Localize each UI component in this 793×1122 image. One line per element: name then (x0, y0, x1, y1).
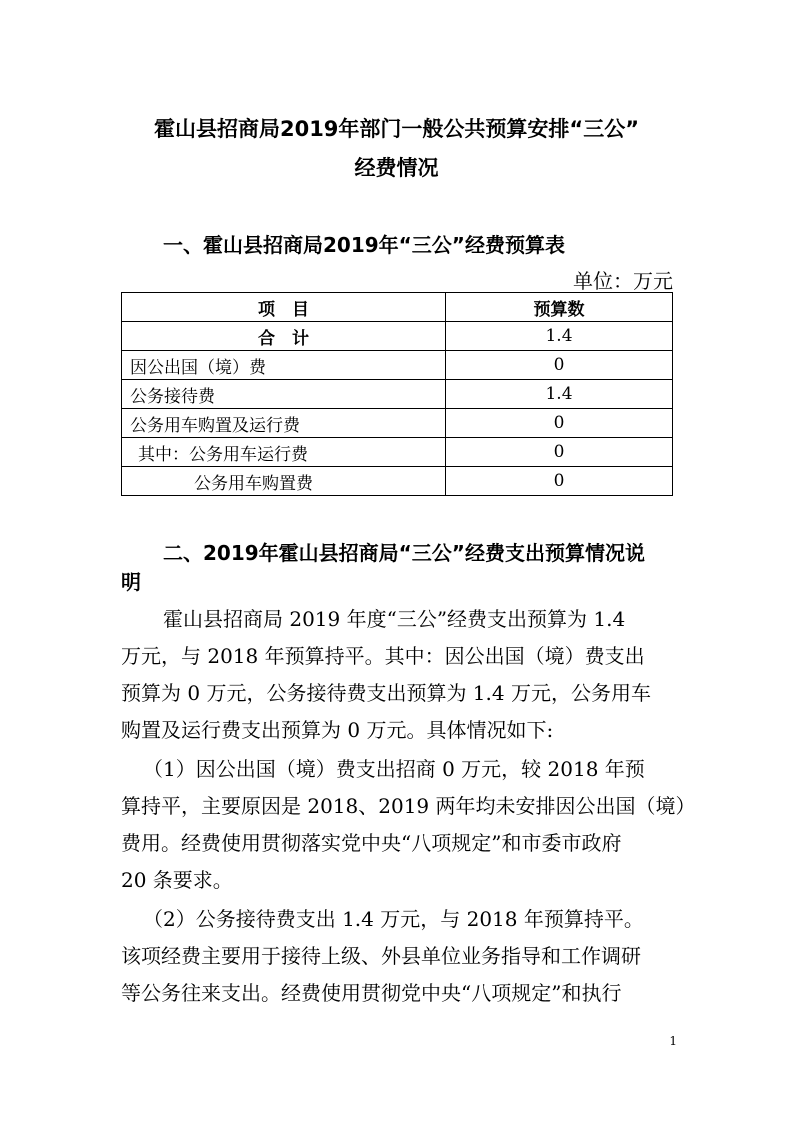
row-value: 1.4 (446, 322, 673, 351)
row-label: 其中：公务用车运行费 (122, 438, 446, 467)
body-line: 万元，与 2018 年预算持平。其中：因公出国（境）费支出 (121, 644, 645, 668)
table-row (122, 409, 673, 438)
table-row (122, 351, 673, 380)
row-label: 因公出国（境）费 (122, 351, 446, 380)
row-value: 0 (446, 351, 673, 380)
table-row (122, 467, 673, 496)
body-line: 该项经费主要用于接待上级、外县单位业务指导和工作调研 (121, 944, 641, 968)
body-line: 费用。经费使用贯彻落实党中央“八项规定”和市委市政府 (121, 831, 622, 855)
page-number: 1 (669, 1034, 677, 1048)
body-line: 预算为 0 万元，公务接待费支出预算为 1.4 万元，公务用车 (121, 681, 651, 705)
row-label: 公务用车购置费 (122, 467, 446, 496)
body-line: 等公务往来支出。经费使用贯彻党中央“八项规定”和执行 (121, 981, 622, 1005)
row-label: 合 计 (122, 322, 446, 351)
row-label: 公务接待费 (122, 380, 446, 409)
section1-heading: 一、霍山县招商局2019年“三公”经费预算表 (163, 233, 565, 257)
table-row (122, 322, 673, 351)
table-row (122, 438, 673, 467)
budget-table (121, 292, 673, 496)
table-row (122, 380, 673, 409)
row-value: 0 (446, 438, 673, 467)
body-line: 购置及运行费支出预算为 0 万元。具体情况如下: (121, 718, 554, 742)
header-budget: 预算数 (446, 293, 673, 322)
row-value: 0 (446, 409, 673, 438)
section2-heading-line1: 二、2019年霍山县招商局“三公”经费支出预算情况说 (163, 541, 645, 565)
table-header-row (122, 293, 673, 322)
section2-heading-line2: 明 (121, 570, 141, 594)
body-line: （1）因公出国（境）费支出招商 0 万元，较 2018 年预 (143, 757, 645, 781)
body-line: 霍山县招商局 2019 年度“三公”经费支出预算为 1.4 (163, 607, 626, 631)
row-label: 公务用车购置及运行费 (122, 409, 446, 438)
body-line: 算持平，主要原因是 2018、2019 两年均未安排因公出国（境） (121, 794, 696, 818)
body-line: （2）公务接待费支出 1.4 万元，与 2018 年预算持平。 (143, 907, 644, 931)
body-line: 20 条要求。 (121, 868, 233, 892)
row-value: 1.4 (446, 380, 673, 409)
header-item: 项 目 (122, 293, 446, 322)
doc-title-line1: 霍山县招商局2019年部门一般公共预算安排“三公” (153, 117, 640, 141)
row-value: 0 (446, 467, 673, 496)
unit-label: 单位：万元 (573, 269, 673, 293)
doc-title-line2: 经费情况 (354, 156, 439, 180)
